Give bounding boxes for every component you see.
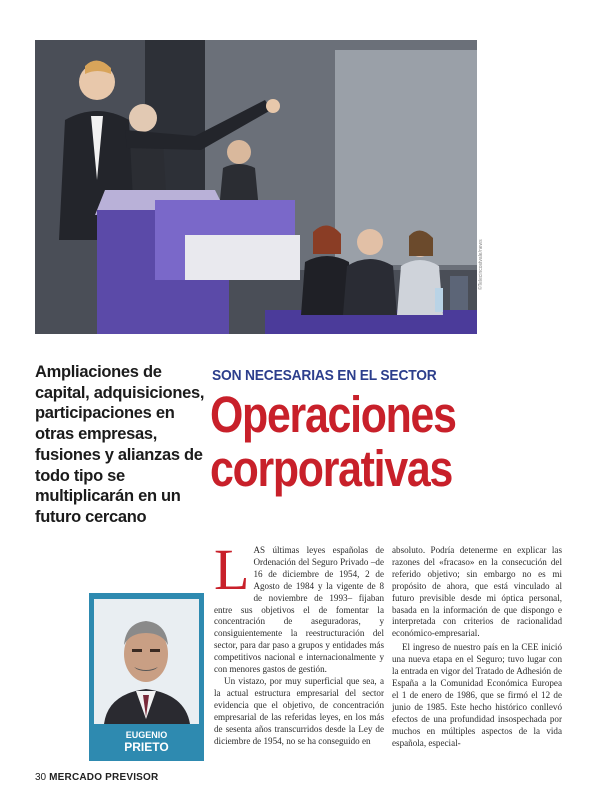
magazine-name: MERCADO PREVISOR [49,772,159,783]
author-first-name: EUGENIO [125,730,168,740]
conference-photo [35,40,477,334]
page-footer [35,772,158,783]
article-kicker: SON NECESARIAS EN EL SECTOR [212,367,437,384]
drop-cap: L [214,537,250,602]
paragraph-3: absoluto. Podría detenerme en explicar las razones del «fracaso» en la consecución del referido objetivo; sin embargo no es mi propósito de ahora, que está vinculado al futuro previsible desde mi óptica personal, basada en la información de que dispongo e interpretada con criterios de racionalidad económico-empresarial. [392,545,562,639]
article-column-2 [392,545,562,749]
paragraph-2: Un vistazo, por muy superficial que sea, a la actual estructura empresarial del sector evidencia que el objetivo, de concentración empresarial de las referidas leyes, en los más de sesenta años transcurridos desde la Ley de diciembre de 1954, no se ha conseguido en [214,675,384,746]
page-number: 30 [35,772,47,783]
article-title [210,388,456,496]
paragraph-4: El ingreso de nuestro país en la CEE inició una nueva etapa en el Seguro; tuvo lugar con la entrada en vigor del Tratado de Adhesión de España a la Comunidad Económica Europea el 1 de enero de 1986, que se firmó el 12 de junio de 1985. Este hecho histórico conllevó efectos de una profundidad insospechada por muchos en múltiples aspectos de la vida española, especial- [392,642,562,748]
title-line-2: corporativas [210,440,453,497]
author-last-name: PRIETO [124,740,169,754]
paragraph-1: AS últimas leyes españolas de Ordenación del Seguro Privado –de 16 de diciembre de 1954, 2 de Agosto de 1984 y la vigente de 8 de noviembre de 1993– fijaban entre sus objetivos el de fomentar la concentración de aseguradoras, y consiguientemente la reestructuración del sector, para dar paso a grupos y entidades más competitivos nacional e internacionalmente y con menores gastos de gestión. [214,545,384,675]
article-deck: Ampliaciones de capital, adquisiciones, participaciones en otras empresas, fusiones y alianzas de todo tipo se multiplicarán en un futuro cercano [35,363,205,526]
author-portrait [94,599,199,724]
conference-illustration [35,40,477,334]
photo-credit: ©Telecincostvale/news [478,239,484,290]
title-line-1: Operaciones [210,386,456,443]
article-column-1 [214,537,384,747]
